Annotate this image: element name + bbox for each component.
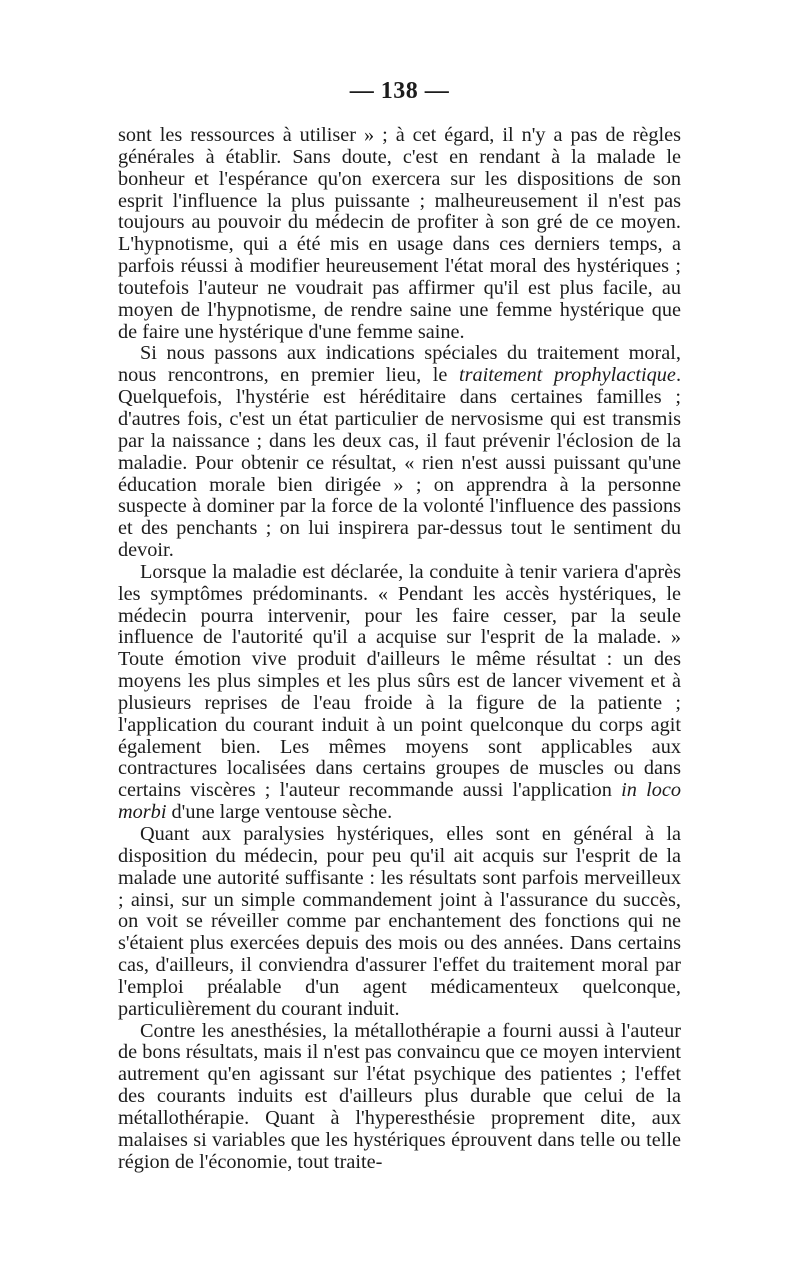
paragraph: [118, 562, 681, 824]
italic-text: in loco morbi: [118, 779, 681, 824]
body-text: [118, 125, 681, 1174]
paragraph: [118, 125, 681, 343]
paragraph: [118, 343, 681, 561]
text-run: d'une large ventouse sèche.: [166, 801, 393, 824]
italic-text: traitement prophylactique: [458, 364, 676, 387]
book-page: [118, 78, 681, 1174]
text-run: Lorsque la maladie est déclarée, la conduite à tenir variera d'après les symptômes prédominants. « Pendant les accès hystériques, le médecin pourra intervenir, pour les faire cesser, par la seule influence de l'autorité qu'il a acquise sur l'esprit de la malade. » Toute émotion vive produit d'ailleurs le même résultat : un des moyens les plus simples et les plus sûrs est de lancer vivement et à plusieurs reprises de l'eau froide à la figure de la patiente ; l'application du courant induit à un point quelconque du corps agit également bien. Les mêmes moyens sont applicables aux contractures localisées dans certains groupes de muscles ou dans certains viscères ; l'auteur recommande aussi l'application: [118, 560, 681, 802]
text-run: Si nous passons aux indications spéciales du traitement moral, nous rencontrons, en premier lieu, le: [118, 342, 681, 387]
text-run: Quant aux paralysies hystériques, elles sont en général à la disposition du médecin, pour peu qu'il ait acquis sur l'esprit de la malade une autorité suffisante : les résultats sont parfois merveilleux ; ainsi, sur un simple commandement joint à l'assurance du succès, on voit se réveiller comme par enchantement des fonctions qui ne s'étaient plus exercées depuis des mois ou des années. Dans certains cas, d'ailleurs, il conviendra d'assurer l'effet du traitement moral par l'emploi préalable d'un agent médicamenteux quelconque, particulièrement du courant induit.: [118, 823, 681, 1020]
paragraph: [118, 1021, 681, 1174]
text-run: Contre les anesthésies, la métallothérapie a fourni aussi à l'auteur de bons résultats, mais il n'est pas convaincu que ce moyen intervient autrement qu'en agissant sur l'état psychique des patientes ; l'effet des courants induits est d'ailleurs plus durable que celui de la métallothérapie. Quant à l'hyperesthésie proprement dite, aux malaises si variables que les hystériques éprouvent dans telle ou telle région de l'économie, tout traite-: [118, 1019, 681, 1173]
paragraph: [118, 824, 681, 1021]
text-run: . Quelquefois, l'hystérie est héréditaire dans certaines familles ; d'autres fois, c'est un état particulier de nervosisme qui est transmis par la naissance ; dans les deux cas, il faut prévenir l'éclosion de la maladie. Pour obtenir ce résultat, « rien n'est aussi puissant qu'une éducation morale bien dirigée » ; on apprendra à la personne suspecte à dominer par la force de la volonté l'influence des passions et des penchants ; on lui inspirera par-dessus tout le sentiment du devoir.: [118, 364, 682, 562]
text-run: sont les ressources à utiliser » ; à cet égard, il n'y a pas de règles générales à établir. Sans doute, c'est en rendant à la malade le bonheur et l'espérance qu'on exercera sur les dispositions de son esprit l'influence la plus puissante ; malheureusement il n'est pas toujours au pouvoir du médecin de profiter à son gré de ce moyen. L'hypnotisme, qui a été mis en usage dans ces derniers temps, a parfois réussi à modifier heureusement l'état moral des hystériques ; toutefois l'auteur ne voudrait pas affirmer qu'il est plus facile, au moyen de l'hypnotisme, de rendre saine une femme hystérique que de faire une hystérique d'une femme saine.: [118, 124, 681, 343]
page-number: — 138 —: [349, 78, 450, 104]
